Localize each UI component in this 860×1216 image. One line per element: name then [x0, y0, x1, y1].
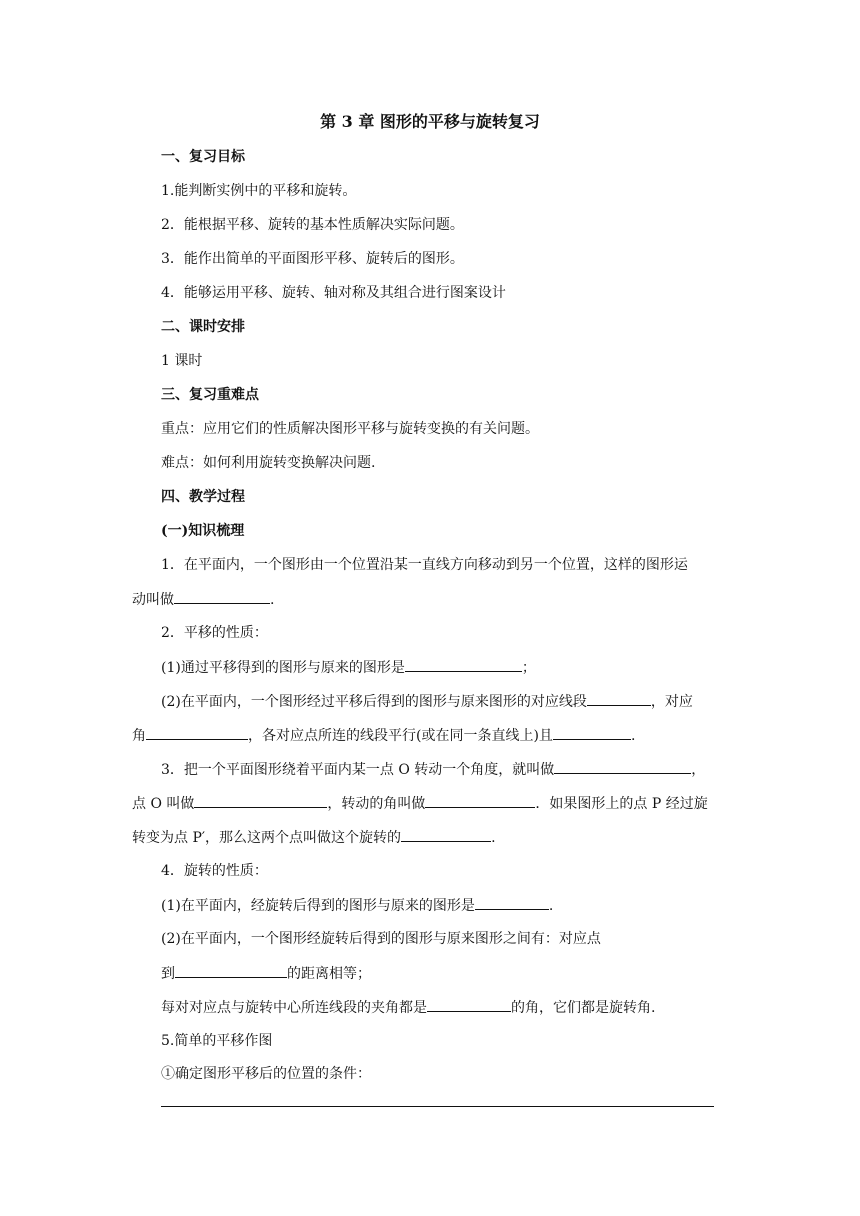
question-4-2-line-2: [161, 963, 371, 984]
text-fragment: ．如果图形上的点 P 经过旋: [535, 796, 708, 812]
text-fragment: (2)在平面内，一个图形经过平移后得到的图形与原来图形的对应线段: [161, 694, 587, 710]
text-fragment: ，转动的角叫做: [327, 796, 426, 812]
goal-item: 3．能作出简单的平面图形平移、旋转后的图形。: [161, 251, 464, 267]
answer-blank: [553, 725, 631, 740]
section-heading-schedule: 二、课时安排: [161, 319, 245, 335]
question-1-line-1: 1．在平面内，一个图形由一个位置沿某一直线方向移动到另一个位置，这样的图形运: [161, 557, 688, 573]
question-5-heading: 5.简单的平移作图: [161, 1033, 273, 1049]
goal-item: 2．能根据平移、旋转的基本性质解决实际问题。: [161, 217, 464, 233]
text-fragment: (1)通过平移得到的图形与原来的图形是: [161, 660, 405, 676]
answer-blank: [194, 793, 327, 808]
text-fragment: ，: [691, 762, 706, 778]
subsection-heading-knowledge: (一)知识梳理: [161, 523, 245, 539]
answer-blank: [427, 997, 511, 1012]
text-fragment: .: [270, 592, 275, 608]
question-4-heading: 4．旋转的性质：: [161, 863, 268, 879]
question-2-heading: 2．平移的性质：: [161, 625, 268, 641]
answer-blank: [174, 589, 270, 604]
text-fragment: 3．把一个平面图形绕着平面内某一点 O 转动一个角度，就叫做: [161, 762, 555, 778]
answer-blank: [401, 827, 491, 842]
question-2-1: [161, 657, 536, 678]
section-heading-key-points: 三、复习重难点: [161, 387, 259, 403]
difficult-point-text: 难点：如何利用旋转变换解决问题.: [161, 455, 376, 471]
question-1-line-2: [132, 589, 274, 610]
text-fragment: .: [491, 830, 496, 846]
text-fragment: (1)在平面内，经旋转后得到的图形与原来的图形是: [161, 898, 475, 914]
text-fragment: 的角，它们都是旋转角.: [511, 1000, 656, 1016]
question-4-2-line-1: (2)在平面内，一个图形经旋转后得到的图形与原来图形之间有：对应点: [161, 931, 601, 947]
question-5-1: ①确定图形平移后的位置的条件：: [161, 1066, 371, 1082]
text-fragment: 角: [132, 728, 146, 744]
key-point-text: 重点：应用它们的性质解决图形平移与旋转变换的有关问题。: [161, 421, 539, 437]
question-4-1: [161, 895, 553, 916]
question-4-3: [161, 997, 655, 1018]
text-fragment: ；: [521, 660, 536, 676]
goal-item: 1.能判断实例中的平移和旋转。: [161, 183, 357, 199]
answer-blank: [146, 725, 248, 740]
text-fragment: 动叫做: [132, 592, 174, 608]
goal-item: 4．能够运用平移、旋转、轴对称及其组合进行图案设计: [161, 285, 506, 301]
text-fragment: ，对应: [650, 694, 693, 710]
answer-blank: [587, 691, 651, 706]
question-2-2-line-2: [132, 725, 635, 746]
section-heading-review-goals: 一、复习目标: [161, 149, 245, 165]
text-fragment: .: [548, 898, 554, 914]
question-3-line-3: [132, 827, 496, 848]
text-fragment: 的距离相等；: [287, 966, 371, 982]
text-fragment: 到: [161, 966, 175, 982]
section-heading-teaching-process: 四、教学过程: [161, 489, 245, 505]
answer-blank: [405, 657, 522, 672]
schedule-text: 1 课时: [161, 353, 203, 369]
answer-blank: [175, 963, 287, 978]
text-fragment: ，各对应点所连的线段平行(或在同一条直线上)且: [248, 728, 553, 744]
question-2-2-line-1: [161, 691, 693, 712]
page-title: 第 3 章 图形的平移与旋转复习: [320, 112, 540, 131]
answer-line: [161, 1106, 714, 1107]
text-fragment: 转变为点 P′，那么这两个点叫做这个旋转的: [132, 830, 402, 846]
text-fragment: .: [630, 728, 636, 744]
answer-blank: [475, 895, 549, 910]
answer-blank: [554, 759, 691, 774]
text-fragment: 点 O 叫做: [132, 796, 195, 812]
question-3-line-2: [132, 793, 708, 814]
text-fragment: 每对对应点与旋转中心所连线段的夹角都是: [161, 1000, 427, 1016]
question-3-line-1: [161, 759, 705, 780]
answer-blank: [425, 793, 535, 808]
